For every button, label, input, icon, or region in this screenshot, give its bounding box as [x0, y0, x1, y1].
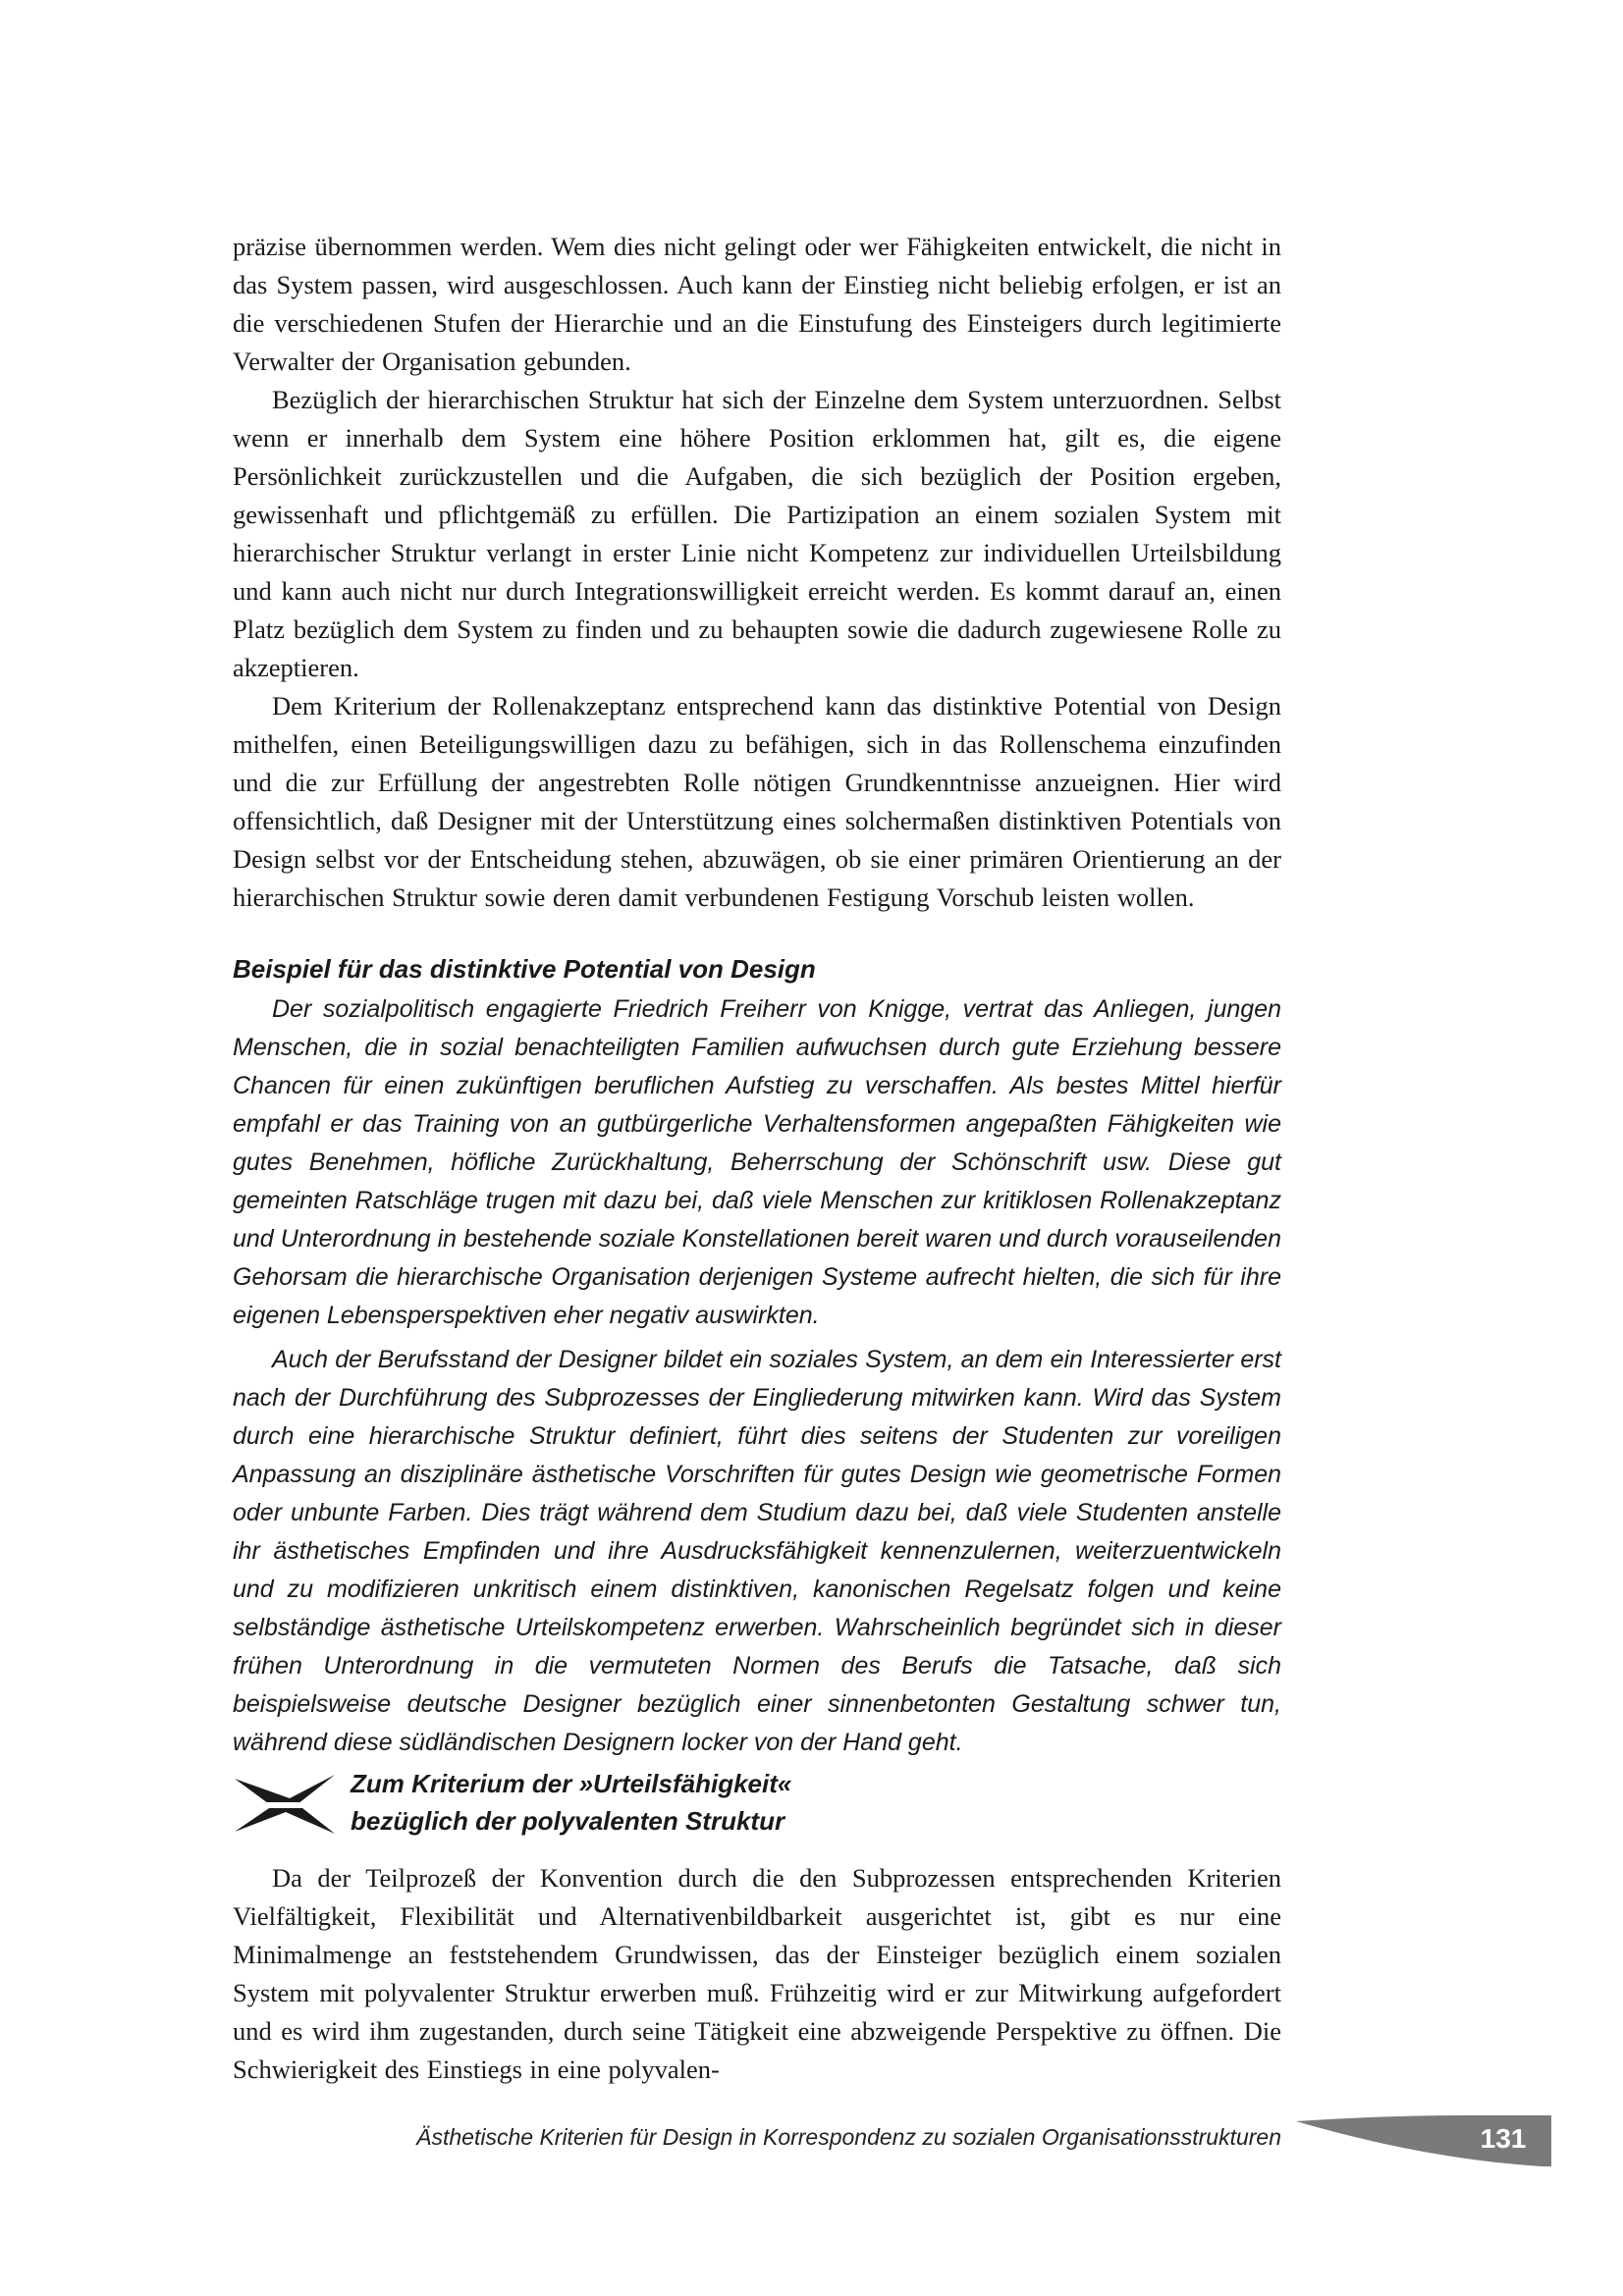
section-2-title-line-2: bezüglich der polyvalenten Struktur	[351, 1806, 785, 1836]
paragraph-1: präzise übernommen werden. Wem dies nicht gelingt oder wer Fähigkeiten entwickelt, die nicht in das System passen, wird ausgeschlossen. Auch kann der Einstieg nicht beliebig erfolgen, er ist an die verschiedenen Stufen der Hierarchie und an die Einstufung des Einsteigers durch legitimierte Verwalter der Organisation gebunden.	[233, 232, 1281, 376]
paragraph-2: Bezüglich der hierarchischen Struktur hat sich der Einzelne dem System unterzuordnen. Selbst wenn er innerhalb dem System eine höhere Position erklommen hat, gilt es, die eigene Persönlichkeit zurückzustellen und die Aufgaben, die sich bezüglich der Position ergeben, gewissenhaft und pflichtgemäß zu erfüllen. Die Partizipation an einem sozialen System mit hierarchischer Struktur verlangt in erster Linie nicht Kompetenz zur individuellen Urteilsbildung und kann auch nicht nur durch Integrationswilligkeit erreicht werden. Es kommt darauf an, einen Platz bezüglich dem System zu finden und zu behaupten sowie die dadurch zugewiesene Rolle zu akzeptieren.	[233, 385, 1281, 682]
section-2-title	[351, 1765, 791, 1840]
section-2-body	[233, 1859, 1281, 2089]
example-paragraph-1: Der sozialpolitisch engagierte Friedrich Freiherr von Knigge, vertrat das Anliegen, jungen Menschen, die in sozial benachteiligten Familien aufwuchsen durch gute Erziehung bessere Chancen für einen zukünftigen beruflichen Aufstieg zu verschaffen. Als bestes Mittel hierfür empfahl er das Training von an gutbürgerliche Verhaltensformen angepaßten Fähigkeiten wie gutes Benehmen, höfliche Zurückhaltung, Beherrschung der Schönschrift usw. Diese gut gemeinten Ratschläge trugen mit dazu bei, daß viele Menschen zur kritiklosen Rollenakzeptanz und Unterordnung in bestehende soziale Konstellationen bereit waren und durch vorauseilenden Gehorsam die hierarchische Organisation derjenigen Systeme aufrecht hielten, die sich für ihre eigenen Lebensperspektiven eher negativ auswirkten.	[233, 995, 1281, 1329]
crossed-arrows-icon	[233, 1773, 337, 1838]
example-heading: Beispiel für das distinktive Potential von Design	[233, 954, 816, 984]
running-footer-title: Ästhetische Kriterien für Design in Korrespondenz zu sozialen Organisationsstrukturen	[416, 2124, 1281, 2150]
example-body	[233, 990, 1281, 1762]
section-1-body	[233, 228, 1281, 917]
page-number: 131	[1480, 2123, 1527, 2154]
example-paragraph-2: Auch der Berufsstand der Designer bildet ein soziales System, an dem ein Interessierter erst nach der Durchführung des Subprozesses der Eingliederung mitwirken kann. Wird das System durch eine hierarchische Struktur definiert, führt dies seitens der Studenten zur voreiligen Anpassung an disziplinäre ästhetische Vorschriften für gutes Design wie geometrische Formen oder unbunte Farben. Dies trägt während dem Studium dazu bei, daß viele Studenten anstelle ihr ästhetisches Empfinden und ihre Ausdrucksfähigkeit kennenzulernen, weiterzuentwickeln und zu modifizieren unkritisch einem distinktiven, kanonischen Regelsatz folgen und keine selbständige ästhetische Urteilskompetenz erwerben. Wahrscheinlich begründet sich in dieser frühen Unterordnung in die vermuteten Normen des Berufs die Tatsache, daß sich beispielsweise deutsche Designer bezüglich einer sinnenbetonten Gestaltung schwer tun, während diese südländischen Designern locker von der Hand geht.	[233, 1346, 1281, 1756]
paragraph-3: Dem Kriterium der Rollenakzeptanz entsprechend kann das distinktive Potential von Design mithelfen, einen Beteiligungswilligen dazu zu befähigen, sich in das Rollenschema einzufinden und die zur Erfüllung der angestrebten Rolle nötigen Grundkenntnisse anzueignen. Hier wird offensichtlich, daß Designer mit der Unterstützung eines solchermaßen distinktiven Potentials von Design selbst vor der Entscheidung stehen, abzuwägen, ob sie einer primären Orientierung an der hierarchischen Struktur sowie deren damit verbundenen Festigung Vorschub leisten wollen.	[233, 691, 1281, 912]
section-2-title-line-1: Zum Kriterium der »Urteilsfähigkeit«	[351, 1769, 792, 1798]
section-2-paragraph: Da der Teilprozeß der Konvention durch die den Subprozessen entsprechenden Kriterien Vielfältigkeit, Flexibilität und Alternativenbildbarkeit ausgerichtet ist, gibt es nur eine Minimalmenge an feststehendem Grundwissen, das der Einsteiger bezüglich einem sozialen System mit polyvalenter Struktur erwerben muß. Frühzeitig wird er zur Mitwirkung aufgefordert und es wird ihm zugestanden, durch seine Tätigkeit eine abzweigende Perspektive zu öffnen. Die Schwierigkeit des Einstiegs in eine polyvalen-	[233, 1863, 1281, 2084]
